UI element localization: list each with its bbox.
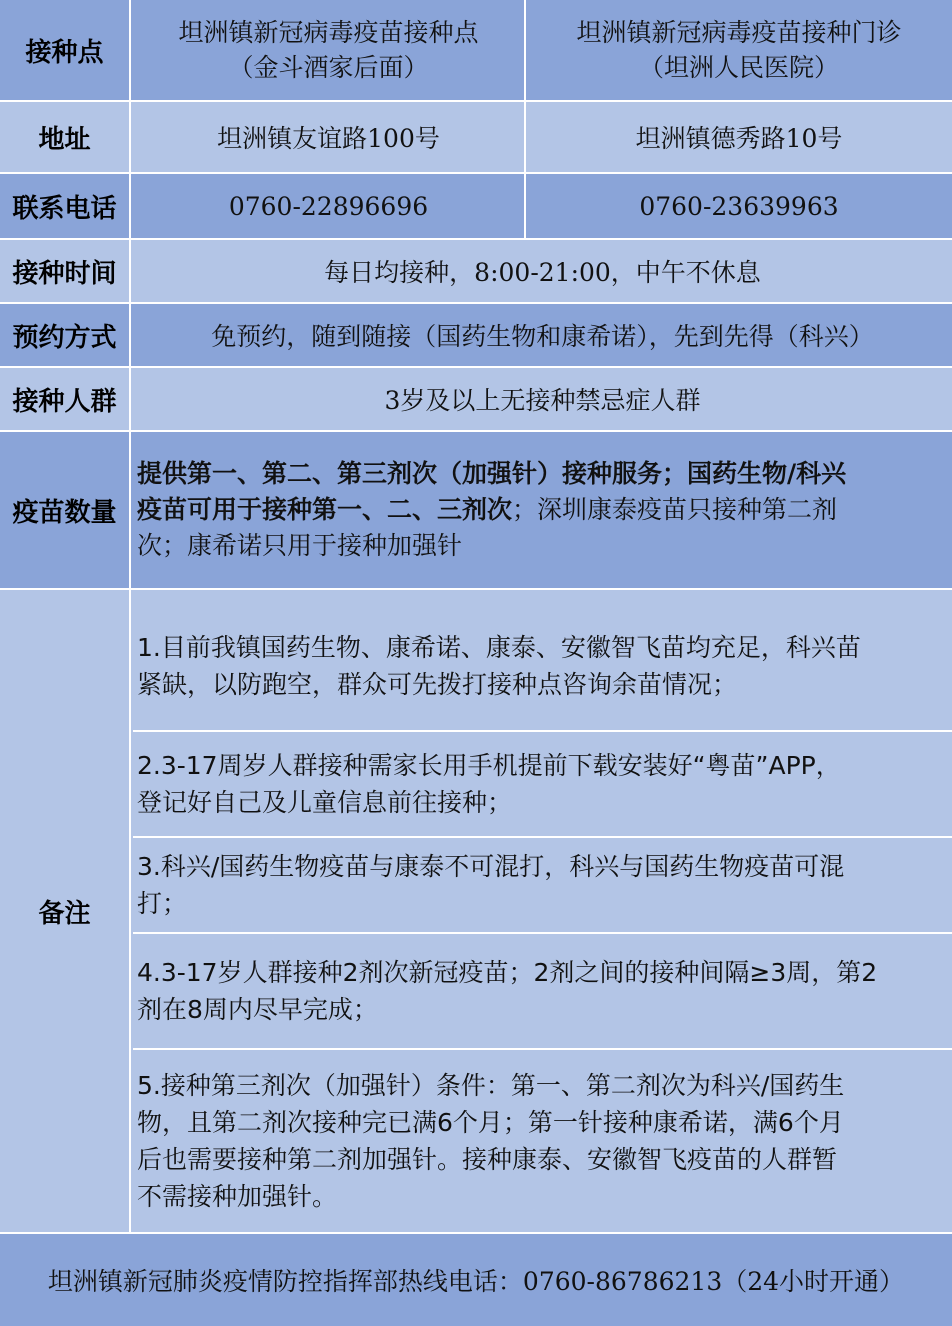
note-3-line2: 打； xyxy=(137,889,188,918)
site-col1 xyxy=(133,0,524,100)
note-item xyxy=(133,590,952,730)
note-item xyxy=(133,1050,952,1232)
site-col2 xyxy=(526,0,952,100)
label-crowd: 接种人群 xyxy=(0,368,131,430)
note-item xyxy=(133,732,952,836)
row-time xyxy=(0,240,952,302)
label-notes: 备注 xyxy=(0,590,131,1232)
note-2-line1: 2.3-17周岁人群接种需家长用手机提前下载安装好“粤苗”APP， xyxy=(137,751,841,780)
site-col1-name: 坦洲镇新冠病毒疫苗接种点 xyxy=(178,18,479,47)
booking-value: 免预约，随到随接（国药生物和康希诺），先到先得（科兴） xyxy=(133,304,952,366)
time-value: 每日均接种，8:00-21:00，中午不休息 xyxy=(133,240,952,302)
site-col1-note: （金斗酒家后面） xyxy=(228,53,429,82)
row-phone xyxy=(0,174,952,238)
site-col2-note: （坦洲人民医院） xyxy=(638,53,839,82)
row-crowd xyxy=(0,368,952,430)
crowd-value: 3岁及以上无接种禁忌症人群 xyxy=(133,368,952,430)
note-4-line2: 剂在8周内尽早完成； xyxy=(137,995,378,1024)
note-4-line1: 4.3-17岁人群接种2剂次新冠疫苗；2剂之间的接种间隔≥3周，第2 xyxy=(137,958,878,987)
row-booking xyxy=(0,304,952,366)
label-time: 接种时间 xyxy=(0,240,131,302)
label-address: 地址 xyxy=(0,102,131,172)
quantity-value xyxy=(133,432,952,588)
note-item xyxy=(133,838,952,932)
row-vaccination-site xyxy=(0,0,952,100)
note-1-line2: 紧缺，以防跑空，群众可先拨打接种点咨询余苗情况； xyxy=(137,670,738,699)
note-5-line4: 不需接种加强针。 xyxy=(137,1182,338,1211)
row-address xyxy=(0,102,952,172)
phone-col1: 0760-22896696 xyxy=(133,174,524,238)
quantity-line3: 次；康希诺只用于接种加强针 xyxy=(137,531,463,560)
phone-col2: 0760-23639963 xyxy=(526,174,952,238)
address-col1: 坦洲镇友谊路100号 xyxy=(133,102,524,172)
quantity-line2-bold: 疫苗可用于接种第一、二、三剂次 xyxy=(137,495,513,524)
label-phone: 联系电话 xyxy=(0,174,131,238)
note-5-line3: 后也需要接种第二剂加强针。接种康泰、安徽智飞疫苗的人群暂 xyxy=(137,1145,838,1174)
label-vaccination-site: 接种点 xyxy=(0,0,131,100)
note-item xyxy=(133,934,952,1048)
note-2-line2: 登记好自己及儿童信息前往接种； xyxy=(137,788,513,817)
quantity-line1: 提供第一、第二、第三剂次（加强针）接种服务；国药生物/科兴 xyxy=(137,459,847,488)
row-quantity xyxy=(0,432,952,588)
site-col2-name: 坦洲镇新冠病毒疫苗接种门诊 xyxy=(576,18,902,47)
footer-hotline-text: 坦洲镇新冠肺炎疫情防控指挥部热线电话：0760-86786213（24小时开通） xyxy=(0,1234,952,1326)
address-col2: 坦洲镇德秀路10号 xyxy=(526,102,952,172)
label-quantity: 疫苗数量 xyxy=(0,432,131,588)
note-5-line1: 5.接种第三剂次（加强针）条件：第一、第二剂次为科兴/国药生 xyxy=(137,1071,845,1100)
row-notes xyxy=(0,590,952,1232)
quantity-line2 xyxy=(137,492,846,528)
quantity-line2-normal: ；深圳康泰疫苗只接种第二剂 xyxy=(512,495,838,524)
label-booking: 预约方式 xyxy=(0,304,131,366)
note-1-line1: 1.目前我镇国药生物、康希诺、康泰、安徽智飞苗均充足，科兴苗 xyxy=(137,633,861,662)
footer-hotline xyxy=(0,1234,952,1326)
note-5-line2: 物，且第二剂次接种完已满6个月；第一针接种康希诺，满6个月 xyxy=(137,1108,844,1137)
note-3-line1: 3.科兴/国药生物疫苗与康泰不可混打，科兴与国药生物疫苗可混 xyxy=(137,852,845,881)
